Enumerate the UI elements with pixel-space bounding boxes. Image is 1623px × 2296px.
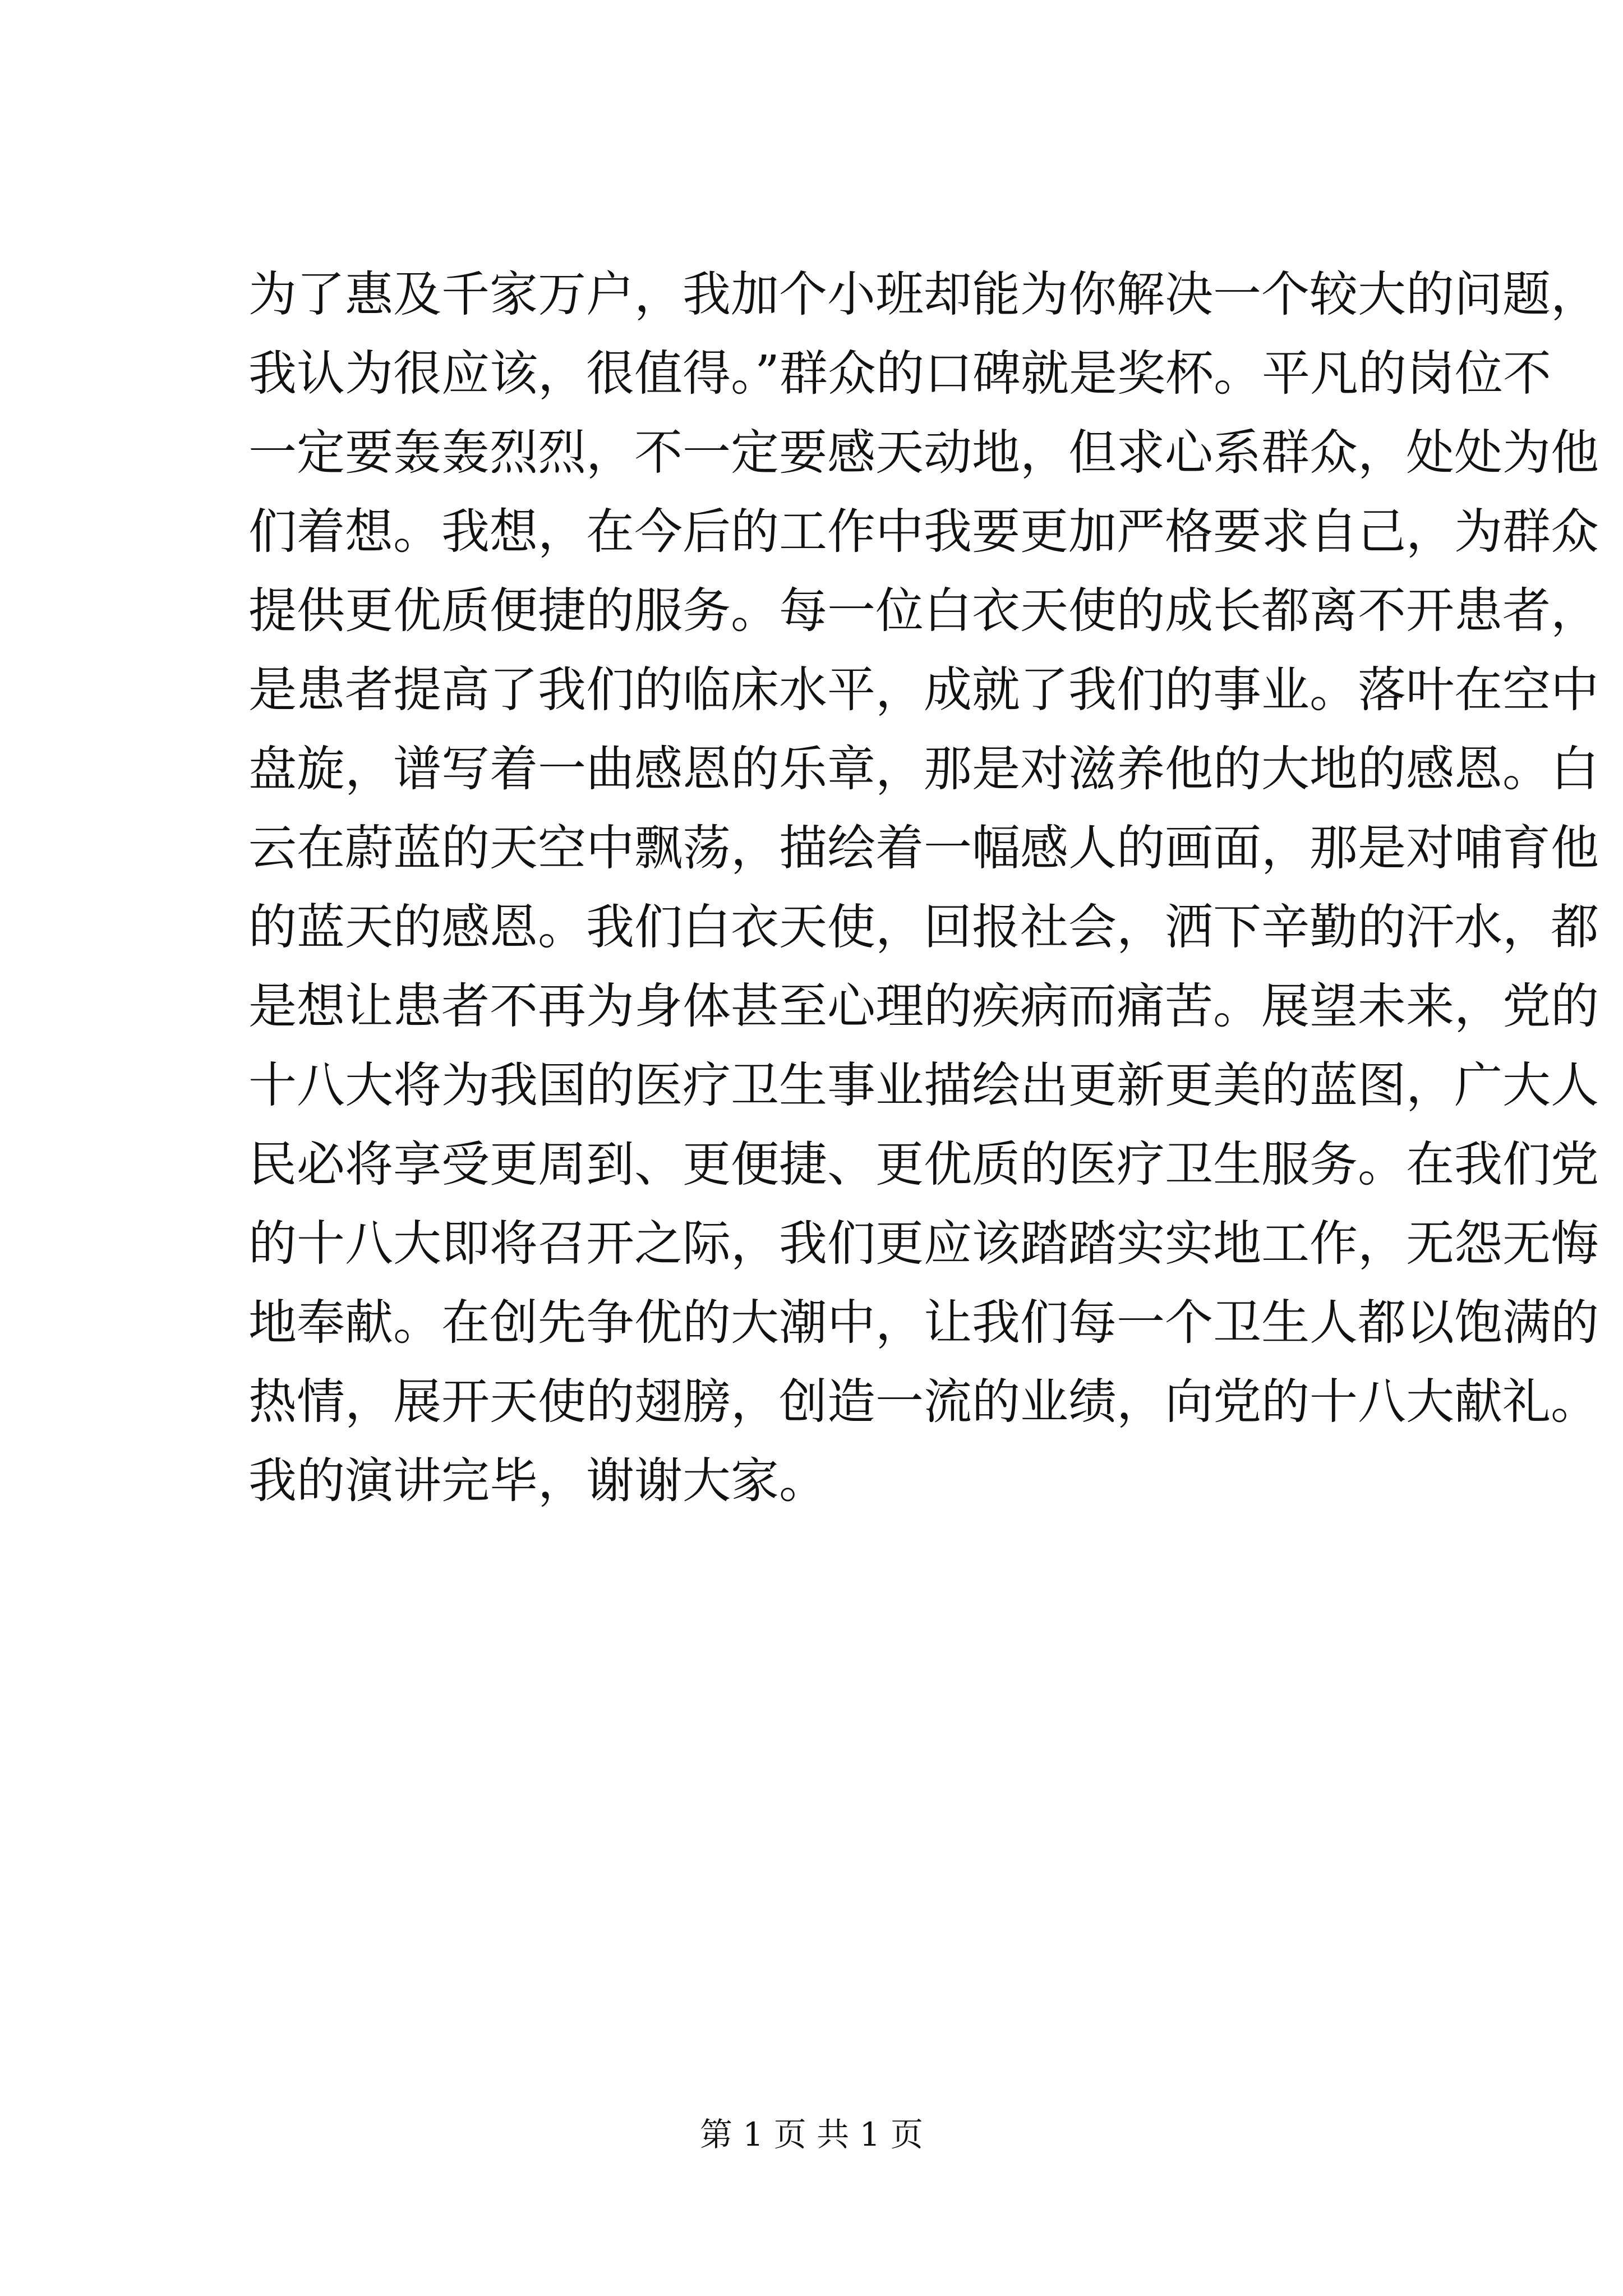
paragraph-line: 十八大将为我国的医疗卫生事业描绘出更新更美的蓝图，广大人 [248,1057,1599,1114]
paragraph-line: 是想让患者不再为身体甚至心理的疾病而痛苦。展望未来，党的 [248,978,1599,1034]
paragraph-line: 的蓝天的感恩。我们白衣天使，回报社会，洒下辛勤的汗水，都 [248,899,1599,955]
paragraph-line: 热情，展开天使的翅膀，创造一流的业绩，向党的十八大献礼。 [248,1374,1599,1430]
paragraph-line: 是患者提高了我们的临床水平，成就了我们的事业。落叶在空中 [248,662,1599,718]
paragraph-line: 云在蔚蓝的天空中飘荡，描绘着一幅感人的画面，那是对哺育他 [248,820,1599,876]
paragraph-line: 的十八大即将召开之际，我们更应该踏踏实实地工作，无怨无悔 [248,1216,1599,1272]
paragraph-line: 一定要轰轰烈烈，不一定要感天动地，但求心系群众，处处为他 [248,425,1599,481]
paragraph-line: 们着想。我想，在今后的工作中我要更加严格要求自己，为群众 [248,504,1599,560]
paragraph-last-line: 我的演讲完毕，谢谢大家。 [248,1453,827,1509]
paragraph-line: 我认为很应该，很值得。”群众的口碑就是奖杯。平凡的岗位不 [248,346,1551,402]
paragraph-line: 地奉献。在创先争优的大潮中，让我们每一个卫生人都以饱满的 [248,1295,1599,1351]
paragraph-line: 为了惠及千家万户，我加个小班却能为你解决一个较大的问题， [248,266,1599,323]
page-number-footer: 第 1 页 共 1 页 [700,2115,923,2154]
paragraph-line: 民必将享受更周到、更便捷、更优质的医疗卫生服务。在我们党 [248,1137,1599,1193]
paragraph-line: 提供更优质便捷的服务。每一位白衣天使的成长都离不开患者， [248,583,1599,639]
paragraph-line: 盘旋，谱写着一曲感恩的乐章，那是对滋养他的大地的感恩。白 [248,741,1599,797]
